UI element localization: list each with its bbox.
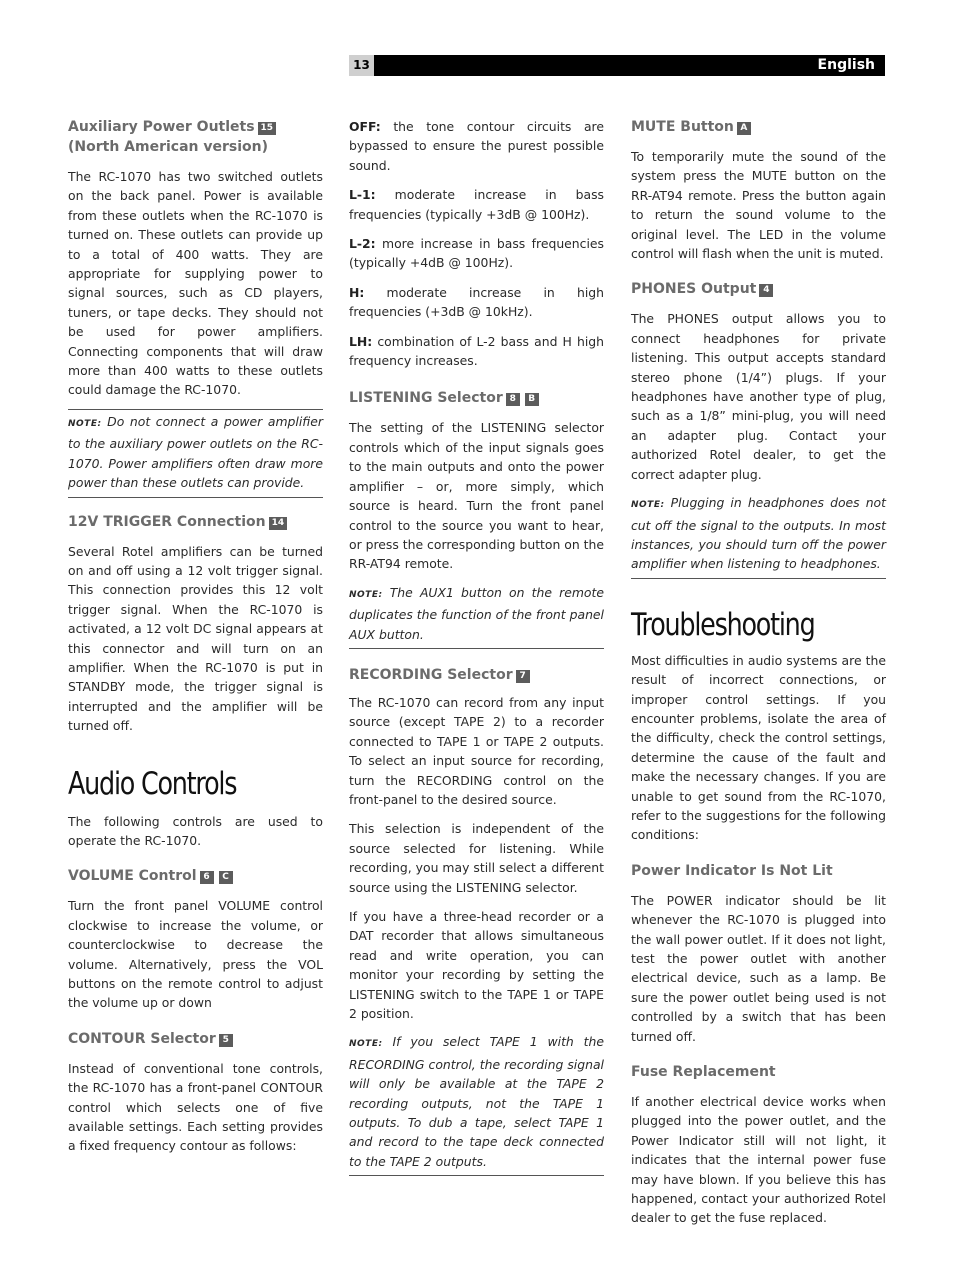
contour-off: OFF: the tone contour circuits are bypassed to ensure the purest possible sound. [349,119,604,173]
troubleshooting-heading: Troubleshooting [631,606,815,643]
ref-badge: 14 [269,517,288,530]
mute-body: To temporarily mute the sound of the system press the MUTE button on the RR-AT94 remote. Press the button again to return the sound volume to the original level. The LED in the volume control will flash when the unit is muted. [631,149,886,262]
ref-badge: 4 [759,284,773,297]
aux-outlets-heading: Auxiliary Power Outlets 15 (North American version) [68,117,323,157]
fuse-heading: Fuse Replacement [631,1064,776,1081]
ref-badge: A [737,122,751,135]
column-middle [349,117,604,1176]
recording-heading: RECORDING Selector 7 [349,665,604,685]
language-label: English [817,57,875,73]
audio-controls-heading: Audio Controls [68,765,237,802]
contour-l2: L-2: more increase in bass frequencies (typically +4dB @ 100Hz). [349,236,604,271]
ref-badge: B [525,393,539,406]
volume-body: Turn the front panel VOLUME control clockwise to increase the volume, or counterclockwise to decrease the volume. Alternatively, press the VOL buttons on the remote control to adjust the volume up or down [68,898,323,1011]
recording-body-2: This selection is independent of the source selected for listening. While recording, you may still select a different source using the LISTENING selector. [349,821,604,895]
recording-body-3: If you have a three-head recorder or a DAT recorder that allows simultaneous read and write operation, you can monitor your recording by setting the LISTENING switch to the TAPE 1 or TAPE 2 position. [349,909,604,1022]
fuse-body: If another electrical device works when plugged into the power outlet, and the Power Indicator still will not light, it indicates that the internal power fuse may have blown. If you believe this has happened, contact your authorized Rotel dealer to get the fuse replaced. [631,1094,886,1226]
volume-heading: VOLUME Control 6 C [68,866,323,886]
contour-body: Instead of conventional tone controls, the RC-1070 has a front-panel CONTOUR control which selects one of five available settings. Each setting provides a fixed frequency contour as follows: [68,1060,323,1154]
column-right [631,117,886,1228]
contour-h: H: moderate increase in high frequencies (+3dB @ 10kHz). [349,284,604,320]
mute-heading: MUTE Button A [631,117,886,137]
page-number: 13 [349,55,374,76]
aux-note: NOTE: Do not connect a power amplifier to the auxiliary power outlets on the RC-1070. Power amplifiers often draw more power than these outlets can provide. [68,409,323,498]
note-label: NOTE: [349,589,383,600]
listening-note: NOTE: The AUX1 button on the remote duplicates the function of the front panel AUX button. [349,583,604,649]
note-label: NOTE: [349,1039,383,1050]
recording-note: NOTE: If you select TAPE 1 with the RECORDING control, the recording signal will only be available at the TAPE 2 recording outputs, not the TAPE 1 outputs. To dub a tape, select TAPE 1 and record to the tape deck connected to the TAPE 2 outputs. [349,1032,604,1176]
listening-heading: LISTENING Selector 8 B [349,388,604,408]
power-indicator-heading: Power Indicator Is Not Lit [631,862,833,879]
contour-heading: CONTOUR Selector 5 [68,1029,323,1049]
power-indicator-body: The POWER indicator should be lit whenever the RC-1070 is plugged into the wall power outlet. If it does not light, test the power outlet with another electrical device, such as a lamp. Be sure the power outlet being used is not controlled by a switch that has been turned off. [631,892,886,1044]
column-left [68,117,323,1156]
page-header-bar [349,55,885,76]
aux-outlets-body: The RC-1070 has two switched outlets on the back panel. Power is available from these outlets when the RC-1070 is turned on. These outlets can provide up to a total of 400 watts. They are appropriate for supplying power to signal sources, such as CD players, tuners, or tape decks. They should not be used for power amplifiers. Connecting components that will draw more than 400 watts to these outlets could damage the RC-1070. [68,169,323,398]
ref-badge: 6 [200,871,214,884]
ref-badge: 8 [506,393,520,406]
contour-lh: LH: combination of L-2 bass and H high frequency increases. [349,333,604,369]
phones-heading: PHONES Output 4 [631,279,886,299]
troubleshooting-intro: Most difficulties in audio systems are the result of incorrect connections, or improper control settings. If you encounter problems, isolate the area of the difficulty, check the control settings, determine the cause of the fault and make the necessary changes. If you are unable to get sound from the RC-1070, refer to the suggestions for the following conditions: [631,652,886,843]
note-label: NOTE: [68,418,102,429]
phones-note: NOTE: Plugging in headphones does not cut off the signal to the outputs. In most instances, you should turn off the power amplifier when listening to headphones. [631,493,886,579]
trigger-body: Several Rotel amplifiers can be turned on and off using a 12 volt trigger signal. This connection provides this 12 volt trigger signal. When the RC-1070 is activated, a 12 volt DC signal appears at this connector and will turn on an amplifier. When the RC-1070 is put in STANDBY mode, the trigger signal is interrupted and the amplifier will be turned off. [68,543,323,734]
ref-badge: C [219,871,233,884]
ref-badge: 7 [516,670,530,683]
ref-badge: 5 [219,1034,233,1047]
listening-body: The setting of the LISTENING selector controls which of the input signals goes to the main outputs and onto the power amplifier – or, more simply, which source is heard. Turn the front panel control to the source you want to hear, or press the corresponding button on the RR-AT94 remote. [349,420,604,572]
ref-badge: 15 [258,122,277,135]
trigger-heading: 12V TRIGGER Connection 14 [68,512,323,532]
note-label: NOTE: [631,500,665,511]
phones-body: The PHONES output allows you to connect headphones for private listening. This output accepts standard stereo phone (1/4”) plugs. If your headphones have another type of plug, such as a 1/8” mini-plug, you will need an adapter plug. Contact your authorized Rotel dealer, to get the correct adapter plug. [631,311,886,482]
contour-l1: L-1: moderate increase in bass frequencies (typically +3dB @ 100Hz). [349,187,604,222]
recording-body-1: The RC-1070 can record from any input source (except TAPE 2) to a recorder connected to TAPE 1 or TAPE 2 outputs. To select an input source for recording, turn the RECORDING control on the front-panel to the desired source. [349,694,604,807]
audio-controls-intro: The following controls are used to operate the RC-1070. [68,813,323,848]
